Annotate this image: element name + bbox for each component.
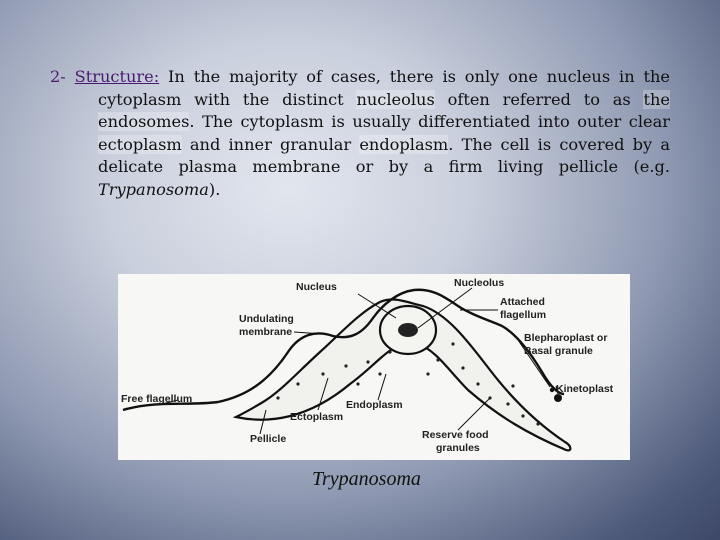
label-blepharoplast-line1: Blepharoplast or — [524, 332, 608, 344]
term-endosomes: the endosomes — [98, 89, 670, 131]
term-nucleolus: nucleolus — [356, 89, 435, 109]
item-number: 2- — [50, 67, 66, 86]
label-blepharoplast-line2: Basal granule — [524, 345, 593, 357]
label-undulating-line1: Undulating — [239, 313, 294, 325]
kinetoplast-dot — [554, 394, 562, 402]
text-part-5: . The cell is covered by a delicate plasma membrane or by a firm living pellicle (e.g. — [98, 134, 670, 176]
structure-heading: Structure: — [74, 67, 160, 86]
label-undulating-line2: membrane — [239, 326, 293, 338]
text-part-2: often referred to as — [434, 89, 644, 109]
label-free-flagellum: Free flagellum — [121, 393, 193, 405]
label-nucleus: Nucleus — [296, 281, 337, 293]
trypanosoma-illustration — [118, 274, 630, 460]
term-ectoplasm: ectoplasm — [98, 134, 182, 154]
label-endoplasm: Endoplasm — [346, 399, 403, 411]
text-part-6: ). — [208, 179, 221, 199]
label-attached-line1: Attached — [500, 296, 545, 308]
text-part-3: . The cytoplasm is usually differentiated into outer clear — [189, 112, 670, 131]
label-ectoplasm: Ectoplasm — [290, 411, 344, 423]
slide-content — [50, 66, 670, 201]
term-endoplasm: endoplasm — [359, 134, 449, 154]
text-part-4: and inner granular — [181, 134, 360, 154]
trypanosoma-diagram — [118, 274, 630, 460]
label-attached-line2: flagellum — [500, 309, 547, 321]
basal-granule-dot — [550, 388, 554, 392]
text-part-1: In the majority of cases, there is only one nucleus in the cytoplasm with the distinct — [98, 67, 670, 109]
label-nucleolus: Nucleolus — [454, 277, 505, 289]
figure-caption: Trypanosoma — [312, 468, 421, 490]
label-kinetoplast: Kinetoplast — [556, 383, 614, 395]
label-pellicle: Pellicle — [250, 433, 287, 445]
label-reserve-line2: granules — [436, 442, 480, 454]
label-reserve-line1: Reserve food — [422, 429, 489, 441]
nucleolus-shape — [398, 323, 418, 337]
genus-name: Trypanosoma — [98, 179, 209, 199]
structure-paragraph — [50, 66, 670, 201]
